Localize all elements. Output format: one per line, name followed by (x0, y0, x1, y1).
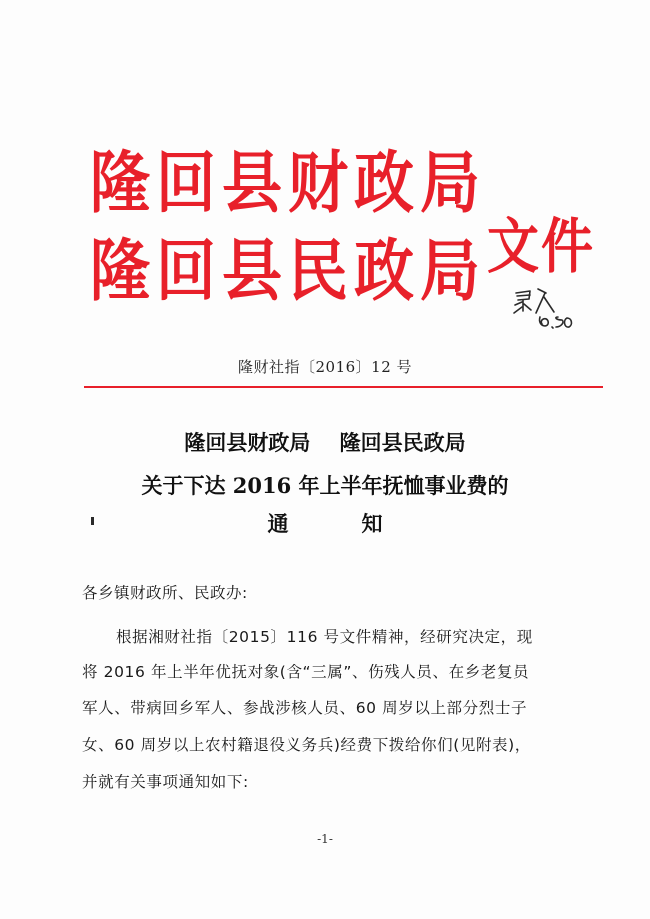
document-number: 隆财社指〔2016〕12 号 (237, 358, 413, 376)
body-paragraph-line: 女、60 周岁以上农村籍退役义务兵)经费下拨给你们(见附表)， (82, 736, 531, 754)
ink-speck (91, 517, 94, 525)
letterhead-agency-civil-affairs: 隆回县民政局 (90, 232, 486, 311)
body-paragraph-line: 军人、带病回乡军人、参战涉核人员、60 周岁以上部分烈士子 (82, 699, 528, 717)
handwritten-note-signature (510, 283, 590, 335)
title-subject: 关于下达 2016 年上半年抚恤事业费的 (141, 473, 509, 498)
letterhead-document-word: 文件 (487, 211, 596, 282)
page-number: -1- (317, 832, 333, 846)
title-notice: 通 知 (267, 511, 383, 536)
body-paragraph-line: 根据湘财社指〔2015〕116 号文件精神，经研究决定，现 (116, 628, 533, 646)
red-separator-line (84, 386, 603, 388)
body-paragraph-line: 并就有关事项通知如下: (82, 773, 249, 791)
body-paragraph-line: 将 2016 年上半年优抚对象(含“三属”、伤残人员、在乡老复员 (82, 663, 530, 681)
salutation: 各乡镇财政所、民政办: (82, 584, 248, 602)
title-issuers: 隆回县财政局 隆回县民政局 (184, 430, 466, 455)
letterhead-agency-finance: 隆回县财政局 (90, 144, 486, 223)
